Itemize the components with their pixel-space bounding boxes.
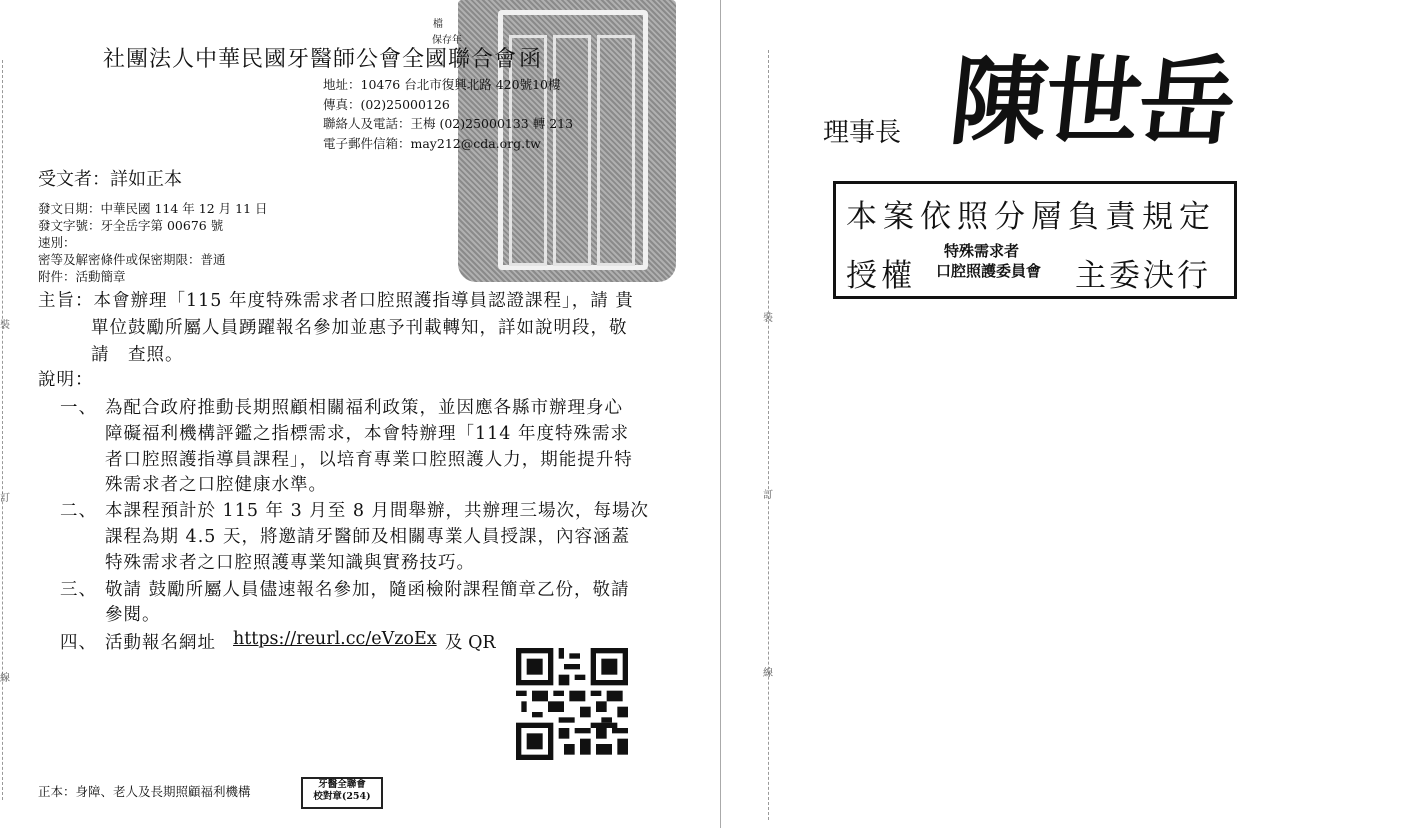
- seal-column: [597, 35, 635, 266]
- item-line: 障礙福利機構評鑑之指標需求，本會特辦理「114 年度特殊需求: [105, 424, 629, 444]
- page-divider: [720, 0, 721, 828]
- item-line: 課程為期 4.5 天，將邀請牙醫師及相關專業人員授課，內容涵蓋: [105, 527, 630, 547]
- registration-link[interactable]: https://reurl.cc/eVzoEx: [233, 629, 437, 649]
- item-number: 一、: [60, 398, 97, 418]
- left-binding-char-3: 線: [0, 673, 10, 684]
- item-line: 特殊需求者之口腔照護專業知識與實務技巧。: [105, 553, 475, 573]
- authorization-committee-line-2: 口腔照護委員會: [936, 262, 1042, 280]
- org-name: 社團法人中華民國牙醫師公會全國聯合會: [103, 47, 518, 72]
- left-binding-char-1: 裝: [0, 320, 10, 331]
- item-line: 敬請 鼓勵所屬人員儘速報名參加，隨函檢附課程簡章乙份，敬請: [105, 580, 630, 600]
- item-line: 活動報名網址: [105, 633, 216, 653]
- item-line: 本課程預計於 115 年 3 月至 8 月間舉辦，共辦理三場次，每場次: [105, 501, 650, 521]
- explanation-label: 說明：: [38, 370, 94, 390]
- authorization-prefix: 授權: [846, 258, 916, 294]
- right-binding-char-3: 線: [763, 668, 773, 679]
- right-binding-char-1: 裝: [763, 313, 773, 324]
- signer-title: 理事長: [823, 118, 902, 148]
- recipient-line: 受文者：詳如正本: [38, 169, 182, 190]
- authorization-suffix: 主委決行: [1075, 258, 1211, 294]
- right-binding-char-2: 訂: [763, 490, 773, 501]
- item-line: 者口腔照護指導員課程」，以培育專業口腔照護人力，期能提升特: [105, 450, 633, 470]
- document-header-title: [103, 42, 542, 73]
- speed-line: 速別：: [38, 235, 76, 250]
- proof-stamp-line-2: 校對章(254): [313, 791, 371, 802]
- proofreading-stamp: [301, 777, 383, 809]
- retention-label: 保存年: [432, 35, 462, 46]
- subject-line-1: 主旨：本會辦理「115 年度特殊需求者口腔照護指導員認證課程」，請 貴: [38, 291, 634, 311]
- archive-label: 檔: [433, 19, 443, 30]
- subject-line-3: 請 查照。: [91, 345, 184, 365]
- doc-number-line: 發文字號：牙全岳字第 00676 號: [38, 218, 224, 233]
- item-number: 二、: [60, 501, 97, 521]
- original-recipient-line: 正本：身障、老人及長期照顧福利機構: [38, 784, 251, 799]
- proof-stamp-line-1: 牙醫全聯會: [318, 779, 366, 790]
- email-line: 電子郵件信箱：may212@cda.org.tw: [323, 136, 541, 151]
- qr-suffix: 及 QR: [445, 633, 496, 653]
- contact-line: 聯絡人及電話：王梅 (02)25000133 轉 213: [323, 116, 574, 131]
- fax-line: 傳真：(02)25000126: [323, 97, 450, 112]
- item-number: 三、: [60, 580, 97, 600]
- left-binding-line: [2, 60, 3, 800]
- authorization-line-1: 本案依照分層負責規定: [846, 199, 1216, 235]
- item-line: 為配合政府推動長期照顧相關福利政策，並因應各縣市辦理身心: [105, 398, 623, 418]
- issue-date-line: 發文日期：中華民國 114 年 12 月 11 日: [38, 201, 268, 216]
- item-line: 殊需求者之口腔健康水準。: [105, 475, 327, 495]
- document-type: 函: [519, 47, 543, 72]
- right-binding-line: [768, 50, 769, 820]
- authorization-committee-line-1: 特殊需求者: [944, 242, 1020, 260]
- attachment-line: 附件：活動簡章: [38, 269, 126, 284]
- security-line: 密等及解密條件或保密期限：普通: [38, 252, 226, 267]
- qr-code-image[interactable]: [515, 648, 629, 760]
- seal-column: [553, 35, 591, 266]
- item-line: 參閱。: [105, 605, 161, 625]
- left-binding-char-2: 訂: [0, 493, 10, 504]
- signer-signature: 陳世岳: [945, 45, 1240, 158]
- subject-line-2: 單位鼓勵所屬人員踴躍報名參加並惠予刊載轉知，詳如說明段，敬: [91, 318, 628, 338]
- item-number: 四、: [60, 633, 97, 653]
- address-line: 地址：10476 台北市復興北路 420號10樓: [323, 77, 561, 92]
